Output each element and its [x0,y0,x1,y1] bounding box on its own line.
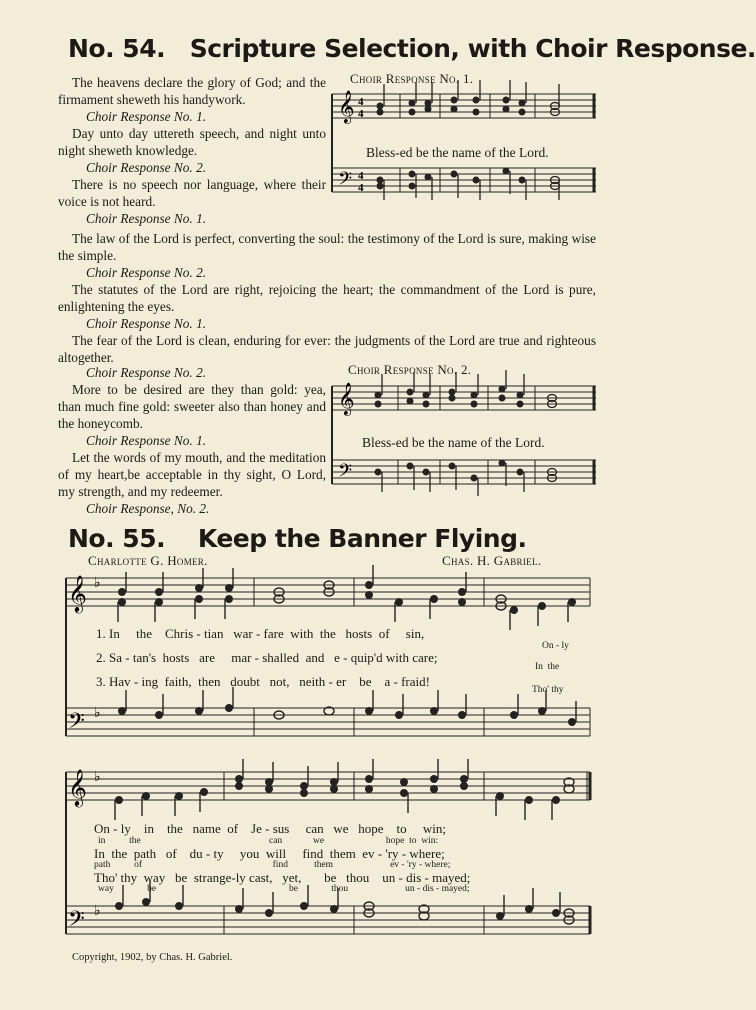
response-ref: Choir Response No. 2. [86,265,207,280]
svg-text:𝄞: 𝄞 [68,574,87,612]
scripture-column-full [58,230,596,366]
svg-text:𝄢: 𝄢 [68,709,85,739]
svg-text:𝄞: 𝄞 [338,90,355,123]
scripture-column-bottom [58,364,326,517]
verse-7: More to be desired are they than gold: yea, than much fine gold: sweeter also than honey and the honeycomb. [58,382,326,431]
response-ref: Choir Response No. 1. [86,433,207,448]
verse-4: The law of the Lord is perfect, converting the soul: the testimony of the Lord is sure, making wise the simple. [58,231,596,263]
svg-text:𝄢: 𝄢 [338,461,353,486]
scripture-column-top [58,74,326,227]
choir-response-1-label: Choir Response No. 1. [350,71,474,86]
composer-credit: Chas. H. Gabriel. [442,553,542,568]
verse-2: Day unto day uttereth speech, and night unto night sheweth knowledge. [58,126,326,158]
stanza-3-line-b-bass: way be be thou un - dis - mayed; [98,884,470,894]
verse-1: The heavens declare the glory of God; and the firmament sheweth his handywork. [58,75,326,107]
hymn-54-heading [68,34,756,63]
hymn-54-number: No. 54. [68,34,166,63]
svg-text:𝄞: 𝄞 [68,768,87,806]
svg-text:♭: ♭ [94,705,101,721]
choir-response-2-lyric: Bless-ed be the name of the Lord. [362,435,545,450]
response-ref: Choir Response No. 1. [86,316,207,331]
response-ref: Choir Response No. 1. [86,109,207,124]
stanza-2-line-b-bass: path of find them ev - 'ry - where; [94,860,451,870]
choir-response-1-lyric: Bless-ed be the name of the Lord. [366,145,549,160]
svg-text:4: 4 [358,96,364,108]
hymn-55-number: No. 55. [68,524,166,553]
verse-5: The statutes of the Lord are right, rejoicing the heart; the commandment of the Lord is pure, enlightening the eyes. [58,282,596,314]
response-ref: Choir Response, No. 2. [86,501,210,516]
response-ref: Choir Response No. 2. [86,365,207,380]
svg-text:4: 4 [358,182,364,194]
verse-6: The fear of the Lord is clean, enduring for ever: the judgments of the Lord are true and righteous altogether. [58,333,596,365]
verse-3: There is no speech nor language, where their voice is not heard. [58,177,326,209]
lyricist-credit: Charlotte G. Homer. [88,553,208,568]
svg-text:𝄢: 𝄢 [68,907,85,937]
stanza-2-line-b: In the path of du - ty you will find them ev - 'ry - where; [94,846,445,861]
svg-text:♭: ♭ [94,903,101,919]
hymn-55-heading [68,524,527,553]
response-ref: Choir Response No. 1. [86,211,207,226]
svg-text:♭: ♭ [94,769,101,785]
hymn-55-title: Keep the Banner Flying. [197,524,527,553]
svg-text:𝄞: 𝄞 [338,382,355,415]
stanza-1-pickup: On - ly [542,641,569,651]
stanza-3-pickup: Tho' thy [532,685,564,695]
stanza-1-line-a: 1. In the Chris - tian war - fare with the hosts of sin, [96,626,425,641]
hymn-54-title: Scripture Selection, with Choir Response. [189,34,756,63]
copyright-notice: Copyright, 1902, by Chas. H. Gabriel. [72,952,233,963]
stanza-1-line-b-bass: in the can we hope to win: [98,836,439,846]
svg-text:♭: ♭ [94,575,101,591]
stanza-1-line-b: On - ly in the name of Je - sus can we hope to win; [94,821,447,836]
stanza-2-line-a: 2. Sa - tan's hosts are mar - shalled and e - quip'd with care; [96,650,438,665]
svg-text:𝄢: 𝄢 [338,169,353,194]
stanza-3-line-a: 3. Hav - ing faith, then doubt not, neith - er be a - fraid! [96,674,430,689]
svg-text:4: 4 [358,170,364,182]
verse-8: Let the words of my mouth, and the meditation of my heart,be acceptable in thy sight, O Lord, my strength, and my redeemer. [58,450,326,499]
svg-text:4: 4 [358,108,364,120]
response-ref: Choir Response No. 2. [86,160,207,175]
stanza-3-line-b: Tho' thy way be strange-ly cast, yet, be thou un - dis - mayed; [94,870,471,885]
choir-response-2-label: Choir Response No. 2. [348,362,472,377]
stanza-2-pickup: In the [535,662,560,672]
